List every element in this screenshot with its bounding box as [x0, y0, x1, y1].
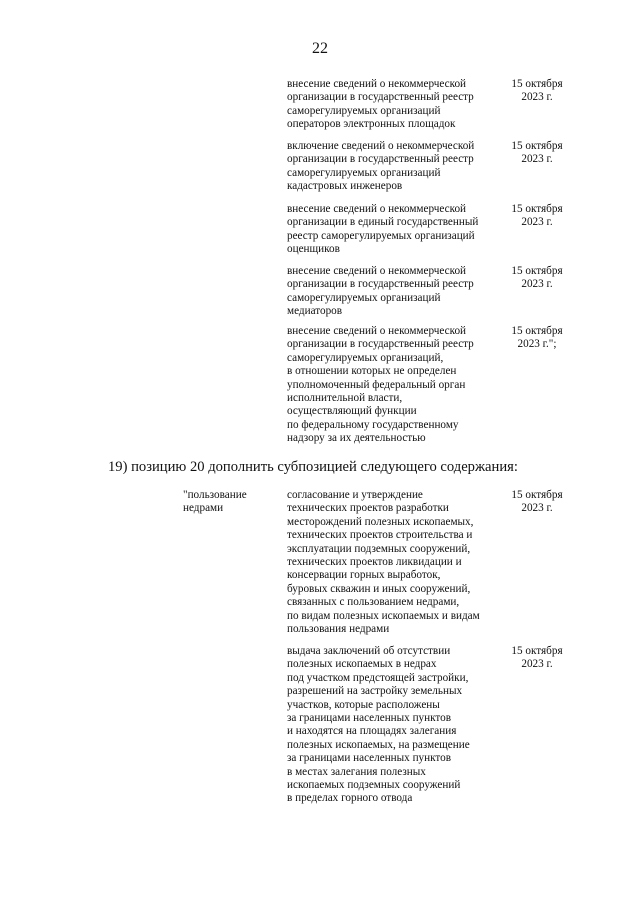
- row-description: включение сведений о некоммерческой организации в государственный реестр саморегулируемых организаций кадастровых инженеров: [287, 140, 475, 193]
- row-description: внесение сведений о некоммерческой организации в государственный реестр саморегулируемых организаций, в отношении которых не определен уполномоченный федеральный орган исполнительной власти, осуществляющий функции по федеральному государственному надзору за их деятельностью: [287, 325, 474, 445]
- row-date: 15 октября 2023 г.: [511, 140, 563, 166]
- row-description: внесение сведений о некоммерческой организации в государственный реестр саморегулируемых организаций медиаторов: [287, 265, 474, 318]
- row-date: 15 октября 2023 г.: [511, 645, 563, 671]
- row-description: внесение сведений о некоммерческой организации в единый государственный реестр саморегулируемых организаций оценщиков: [287, 203, 479, 256]
- row-subposition: "пользование недрами: [183, 489, 247, 515]
- row-description: внесение сведений о некоммерческой организации в государственный реестр саморегулируемых организаций операторов электронных площадок: [287, 78, 474, 131]
- page-number: 22: [312, 40, 328, 57]
- row-date: 15 октября 2023 г.: [511, 489, 563, 515]
- row-date: 15 октября 2023 г.: [511, 203, 563, 229]
- row-date: 15 октября 2023 г.";: [511, 325, 563, 351]
- row-description: согласование и утверждение технических проектов разработки месторождений полезных ископаемых, технических проектов строительства и эксплуатации подземных сооружений, технических проектов ликвидации и консервации горных выработок, буровых скважин и иных сооружений, связанных с пользованием недрами, по видам полезных ископаемых и видам пользования недрами: [287, 489, 480, 636]
- row-date: 15 октября 2023 г.: [511, 78, 563, 104]
- section-heading: 19) позицию 20 дополнить субпозицией следующего содержания:: [108, 459, 518, 475]
- row-date: 15 октября 2023 г.: [511, 265, 563, 291]
- row-description: выдача заключений об отсутствии полезных ископаемых в недрах под участком предстоящей застройки, разрешений на застройку земельных участков, которые расположены за границами населенных пунктов и находятся на площадях залегания полезных ископаемых, на размещение за границами населенных пунктов в местах залегания полезных ископаемых подземных сооружений в пределах горного отвода: [287, 645, 470, 805]
